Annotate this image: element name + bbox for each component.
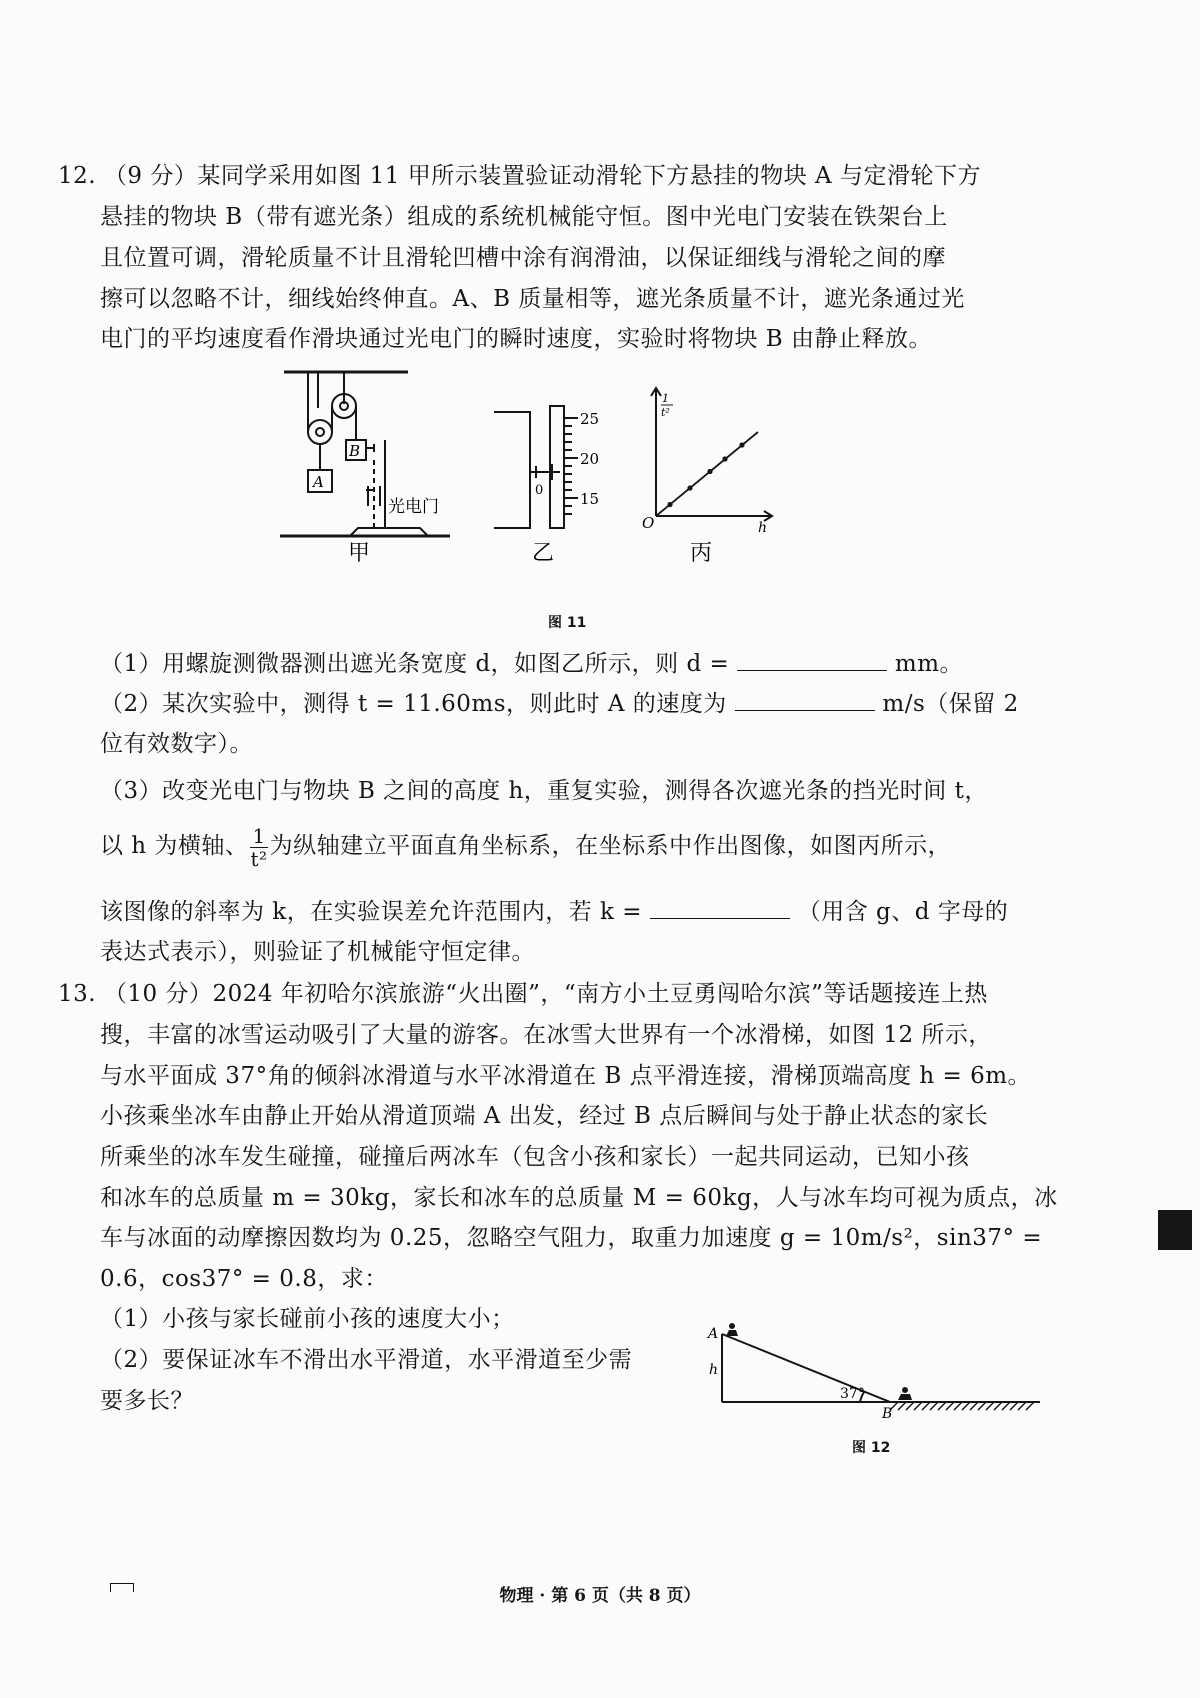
graph-x-label: h [758, 520, 768, 536]
q12-sub3-line3-pre: 该图像的斜率为 k，在实验误差允许范围内，若 k = [100, 899, 643, 925]
label-bing: 丙 [690, 541, 713, 566]
page-footer: 物理 · 第 6 页（共 8 页） [499, 1586, 701, 1606]
q12-line-1: 12. （9 分）某同学采用如图 11 甲所示装置验证动滑轮下方悬挂的物块 A 与定滑轮下方 [58, 163, 981, 189]
q13-sub2-line1: （2）要保证冰车不滑出水平滑道，水平滑道至少需 [100, 1347, 633, 1373]
scale-tick-25: 25 [580, 410, 600, 428]
ground-hatching [890, 1402, 1034, 1410]
q13-line-2: 搜，丰富的冰雪运动吸引了大量的游客。在冰雪大世界有一个冰滑梯，如图 12 所示， [100, 1022, 992, 1048]
q13-line-8: 0.6，cos37° = 0.8，求： [100, 1266, 388, 1292]
angle-label: 37° [840, 1386, 865, 1402]
label-yi: 乙 [532, 541, 555, 566]
q13-line-1: 13. （10 分）2024 年初哈尔滨旅游“火出圈”，“南方小土豆勇闯哈尔滨”等话题接连上热 [58, 981, 988, 1007]
q13-sub2-line2: 要多长？ [100, 1388, 194, 1414]
q12-sub3-line4: 表达式表示），则验证了机械能守恒定律。 [100, 939, 535, 965]
q13-line-6: 和冰车的总质量 m = 30kg，家长和冰车的总质量 M = 60kg，人与冰车均可视为质点，冰 [100, 1185, 1058, 1211]
scale-tick-20: 20 [580, 450, 600, 468]
scale-tick-0: 0 [535, 483, 544, 498]
q13-line-5: 所乘坐的冰车发生碰撞，碰撞后两冰车（包含小孩和家长）一起共同运动，已知小孩 [100, 1144, 970, 1170]
height-label: h [709, 1362, 719, 1378]
q12-sub2 [100, 688, 1019, 720]
figure-12 [700, 1320, 1050, 1420]
q12-line-3: 且位置可调，滑轮质量不计且滑轮凹槽中涂有润滑油，以保证细线与滑轮之间的摩 [100, 245, 946, 271]
graph-origin-label: O [642, 514, 655, 532]
label-jia: 甲 [348, 541, 371, 566]
figure-12-caption: 图 12 [852, 1440, 891, 1456]
figure-yi-micrometer [494, 406, 578, 528]
q12-sub3-line2-pre: 以 h 为横轴、 [100, 833, 249, 859]
label-block-a: A [313, 473, 324, 491]
q12-line-2: 悬挂的物块 B（带有遮光条）组成的系统机械能守恒。图中光电门安装在铁架台上 [100, 204, 948, 230]
figure-11 [270, 360, 810, 610]
q12-sub1-text: （1）用螺旋测微器测出遮光条宽度 d，如图乙所示，则 d = [100, 651, 730, 677]
q12-sub2-unit: m/s（保留 2 [882, 691, 1019, 717]
parent-on-sled-icon [898, 1387, 912, 1400]
q12-sub3-line2-post: 为纵轴建立平面直角坐标系，在坐标系中作出图像，如图丙所示， [269, 833, 952, 859]
q12-sub3-line3 [100, 896, 1008, 928]
point-b-label: B [882, 1406, 893, 1420]
q13-sub1: （1）小孩与家长碰前小孩的速度大小； [100, 1306, 515, 1332]
graph-y-label-num: 1 [662, 392, 669, 405]
q12-sub3-line3-post: （用含 g、d 字母的 [797, 899, 1009, 925]
point-a-label: A [708, 1326, 719, 1342]
answer-blank-k[interactable] [650, 896, 790, 919]
label-photogate: 光电门 [388, 497, 439, 517]
q13-line-3: 与水平面成 37°角的倾斜冰滑道与水平冰滑道在 B 点平滑连接，滑梯顶端高度 h = 6m。 [100, 1063, 1032, 1089]
slide-diagram [722, 1334, 1040, 1402]
q12-line-4: 擦可以忽略不计，细线始终伸直。A、B 质量相等，遮光条质量不计，遮光条通过光 [100, 286, 965, 312]
q12-sub2-text: （2）某次实验中，测得 t = 11.60ms，则此时 A 的速度为 [100, 691, 727, 717]
answer-blank-speed[interactable] [735, 688, 875, 711]
page-edge-tab [1158, 1210, 1192, 1250]
fraction-one-over-t-squared [250, 825, 267, 870]
q12-sub1-unit: mm。 [894, 651, 964, 677]
q12-line-5: 电门的平均速度看作滑块通过光电门的瞬时速度，实验时将物块 B 由静止释放。 [100, 326, 933, 352]
figure-11-caption: 图 11 [548, 615, 587, 631]
graph-y-label-den: t² [661, 406, 670, 419]
q12-sub3-line1: （3）改变光电门与物块 B 之间的高度 h，重复实验，测得各次遮光条的挡光时间 t， [100, 778, 988, 804]
fraction-numerator: 1 [252, 823, 266, 848]
label-block-b: B [349, 442, 361, 460]
q12-sub2-cont: 位有效数字）。 [100, 731, 253, 757]
q12-sub1 [100, 648, 963, 680]
q12-sub3-line2 [100, 822, 951, 870]
answer-blank-d[interactable] [737, 648, 887, 671]
scale-tick-15: 15 [580, 490, 600, 508]
q13-line-7: 车与冰面的动摩擦因数均为 0.25，忽略空气阻力，取重力加速度 g = 10m/s²，sin37° = [100, 1225, 1043, 1251]
fraction-denominator: t² [250, 846, 268, 871]
child-on-sled-icon [726, 1323, 738, 1336]
q13-line-4: 小孩乘坐冰车由静止开始从滑道顶端 A 出发，经过 B 点后瞬间与处于静止状态的家长 [100, 1103, 989, 1129]
